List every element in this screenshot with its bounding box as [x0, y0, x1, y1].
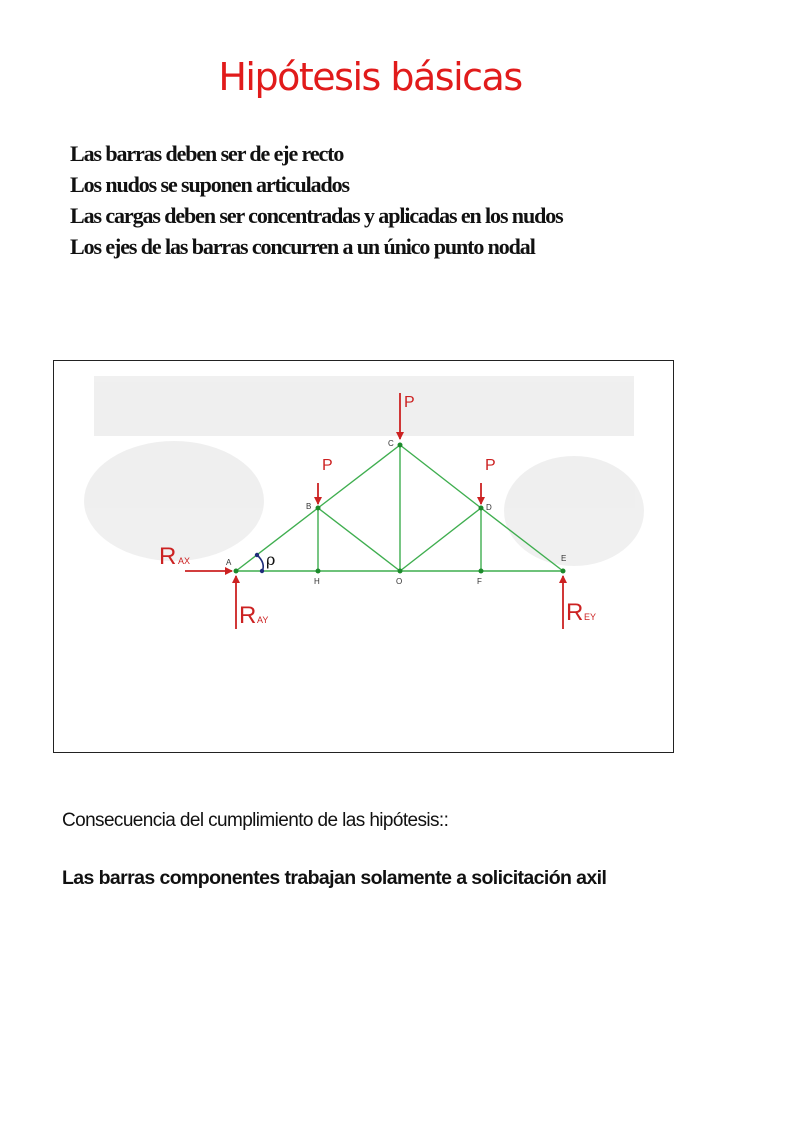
node-H — [316, 569, 321, 574]
conclusion-text: Las barras componentes trabajan solamente a solicitación axil — [62, 867, 607, 889]
reaction-label-sub: AX — [178, 556, 191, 566]
reaction-label-sub: EY — [584, 612, 597, 622]
node-label-A: A — [226, 558, 232, 567]
node-E — [561, 569, 566, 574]
truss-diagram — [54, 361, 675, 754]
load-label: P — [485, 457, 496, 474]
node-A — [234, 569, 239, 574]
member-BC — [318, 445, 400, 508]
angle-indicator — [255, 550, 276, 573]
node-C — [398, 443, 403, 448]
reaction-RAY — [236, 576, 268, 629]
reaction-label-main: R — [239, 602, 257, 629]
node-label-H: H — [314, 577, 320, 586]
node-label-B: B — [306, 502, 312, 511]
node-O — [398, 569, 403, 574]
hypothesis-item: Las cargas deben ser concentradas y aplicadas en los nudos — [70, 203, 563, 228]
hypothesis-item: Los ejes de las barras concurren a un único punto nodal — [70, 234, 535, 259]
background-watermark — [84, 376, 644, 566]
load-label: P — [322, 457, 333, 474]
node-label-D: D — [486, 503, 492, 512]
node-label-E: E — [561, 554, 567, 563]
load-P3 — [481, 457, 496, 504]
node-F — [479, 569, 484, 574]
node-label-C: C — [388, 439, 394, 448]
reaction-label-main: R — [159, 543, 177, 570]
reaction-label-sub: AY — [257, 615, 269, 625]
consequence-label: Consecuencia del cumplimiento de las hipótesis:: — [62, 810, 449, 831]
hypothesis-item: Las barras deben ser de eje recto — [70, 141, 344, 166]
hypothesis-item: Los nudos se suponen articulados — [70, 172, 350, 197]
load-P2 — [318, 457, 333, 504]
node-label-F: F — [477, 577, 482, 586]
reaction-REY — [563, 576, 596, 629]
load-label: P — [404, 394, 415, 411]
node-D — [479, 506, 484, 511]
angle-symbol: ρ — [266, 550, 276, 569]
member-BO — [318, 508, 400, 571]
hypotheses-list — [70, 138, 563, 262]
reaction-label-main: R — [566, 599, 584, 626]
node-label-O: O — [396, 577, 403, 586]
node-B — [316, 506, 321, 511]
page-title: Hipótesis básicas — [218, 55, 522, 99]
member-DO — [400, 508, 481, 571]
member-CD — [400, 445, 481, 508]
truss-figure — [53, 360, 674, 753]
